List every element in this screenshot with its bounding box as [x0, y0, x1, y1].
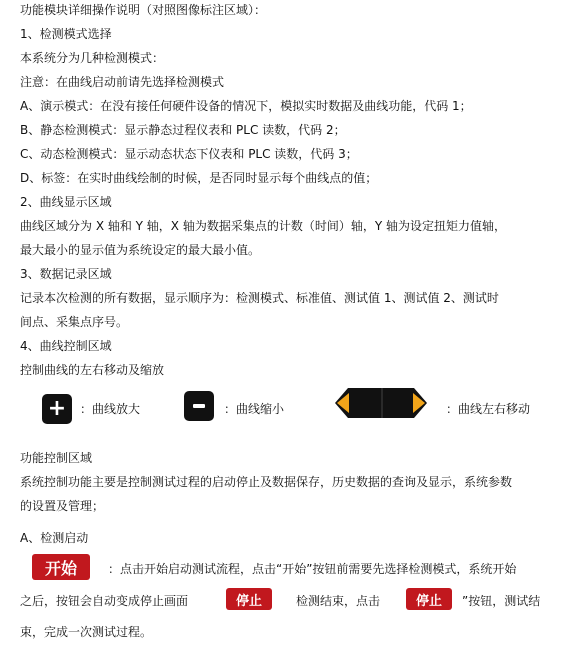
- section4-title: 4、曲线控制区域: [20, 339, 112, 353]
- start-desc-line2-a: 之后，按钮会自动变成停止画面: [20, 594, 189, 608]
- section3-title: 3、数据记录区域: [20, 267, 112, 281]
- zoom-in-label: ：曲线放大: [80, 402, 141, 416]
- stop-button-2[interactable]: 停止: [406, 588, 452, 610]
- section2-title: 2、曲线显示区域: [20, 195, 112, 209]
- start-section-title: A、检测启动: [20, 531, 89, 545]
- section1-intro: 本系统分为几种检测模式：: [20, 51, 165, 65]
- minus-symbol: [193, 404, 205, 408]
- mode-b-text: B、静态检测模式：显示静态过程仪表和 PLC 读数，代码 2；: [20, 123, 346, 137]
- doc-heading: 功能模块详细操作说明（对照图像标注区域）：: [20, 3, 267, 17]
- zoom-out-icon[interactable]: [184, 391, 214, 421]
- mode-c-text: C、动态检测模式：显示动态状态下仪表和 PLC 读数，代码 3；: [20, 147, 358, 161]
- start-desc-line2-c: ”按钮，测试结: [462, 594, 541, 608]
- section3-line1: 记录本次检测的所有数据，显示顺序为：检测模式、标准值、测试值 1、测试值 2、测试时: [20, 291, 499, 305]
- mode-a-text: A、演示模式：在没有接任何硬件设备的情况下，模拟实时数据及曲线功能，代码 1；: [20, 99, 472, 113]
- stop-button[interactable]: 停止: [226, 588, 272, 610]
- start-desc-line2-b: 检测结束，点击: [296, 594, 381, 608]
- zoom-in-icon[interactable]: [42, 394, 72, 424]
- section4-subtitle: 控制曲线的左右移动及缩放: [20, 363, 165, 377]
- mode-d-text: D、标签：在实时曲线绘制的时候，是否同时显示每个曲线点的值；: [20, 171, 378, 185]
- section1-title: 1、检测模式选择: [20, 27, 112, 41]
- section2-line2: 最大最小的显示值为系统设定的最大最小值。: [20, 243, 261, 257]
- function-line2: 的设置及管理；: [20, 499, 105, 513]
- function-line1: 系统控制功能主要是控制测试过程的启动停止及数据保存，历史数据的查询及显示，系统参数: [20, 475, 513, 489]
- move-left-right-icon[interactable]: [334, 387, 428, 419]
- plus-symbol: +: [47, 396, 67, 421]
- zoom-out-label: ：曲线缩小: [224, 402, 285, 416]
- function-area-title: 功能控制区域: [20, 451, 93, 465]
- start-desc-line1: ：点击开始启动测试流程，点击“开始”按钮前需要先选择检测模式，系统开始: [108, 562, 517, 576]
- section1-note: 注意：在曲线启动前请先选择检测模式: [20, 75, 225, 89]
- start-desc-line3: 束，完成一次测试过程。: [20, 625, 153, 639]
- section2-line1: 曲线区域分为 X 轴和 Y 轴，X 轴为数据采集点的计数（时间）轴，Y 轴为设定扭矩力值轴，: [20, 219, 506, 233]
- section3-line2: 间点、采集点序号。: [20, 315, 129, 329]
- start-button[interactable]: 开始: [32, 554, 90, 580]
- move-label: ：曲线左右移动: [446, 402, 531, 416]
